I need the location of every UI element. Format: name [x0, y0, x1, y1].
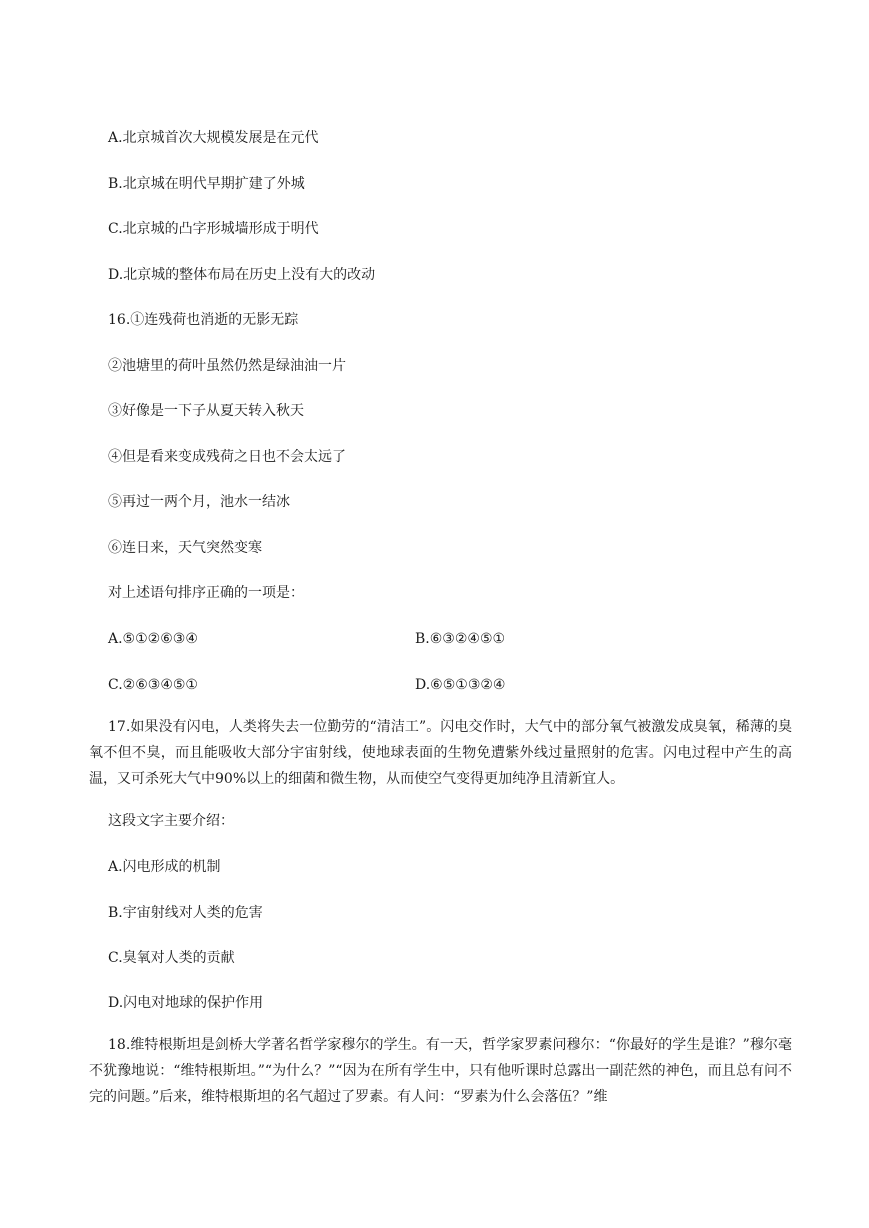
q16-sentence-5: ⑤再过一两个月，池水一结冰 [108, 494, 290, 510]
q17-option-d: D.闪电对地球的保护作用 [108, 995, 264, 1011]
q15-option-c: C.北京城的凸字形城墙形成于明代 [108, 221, 319, 237]
q16-option-d: D.⑥⑤①③②④ [415, 677, 506, 693]
q16-option-c: C.②⑥③④⑤① [108, 677, 198, 693]
q17-option-c: C.臭氧对人类的贡献 [108, 950, 235, 966]
q16-prompt: 对上述语句排序正确的一项是： [108, 585, 304, 601]
q17-option-a: A.闪电形成的机制 [108, 859, 221, 875]
q16-sentence-2: ②池塘里的荷叶虽然仍然是绿油油一片 [108, 358, 346, 374]
q15-option-b: B.北京城在明代早期扩建了外城 [108, 176, 305, 192]
q18-passage: 18.维特根斯坦是剑桥大学著名哲学家穆尔的学生。有一天，哲学家罗素问穆尔：“你最好的学生是谁？”穆尔毫不犹豫地说：“维特根斯坦。”“为什么？”“因为在所有学生中，只有他听课时总露出一副茫然的神色，而且总有问不完的问题。”后来，维特根斯坦的名气超过了罗素。有人问：“罗素为什么会落伍？”维 [89, 1037, 792, 1105]
q15-option-a: A.北京城首次大规模发展是在元代 [108, 130, 319, 146]
q17-prompt: 这段文字主要介绍： [108, 813, 234, 829]
q16-sentence-4: ④但是看来变成残荷之日也不会太远了 [108, 449, 346, 465]
q16-option-a: A.⑤①②⑥③④ [108, 631, 198, 647]
q17-passage: 17.如果没有闪电，人类将失去一位勤劳的“清洁工”。闪电交作时，大气中的部分氧气被激发成臭氧，稀薄的臭氧不但不臭，而且能吸收大部分宇宙射线，使地球表面的生物免遭紫外线过量照射的危害。闪电过程中产生的高温，又可杀死大气中90%以上的细菌和微生物，从而使空气变得更加纯净且清新宜人。 [89, 719, 792, 787]
q16-option-b: B.⑥③②④⑤① [415, 631, 506, 647]
q15-option-d: D.北京城的整体布局在历史上没有大的改动 [108, 267, 376, 283]
q16-sentence-3: ③好像是一下子从夏天转入秋天 [108, 403, 304, 419]
q16-sentence-1: 16.①连残荷也消逝的无影无踪 [108, 312, 299, 328]
q17-option-b: B.宇宙射线对人类的危害 [108, 905, 263, 921]
q16-sentence-6: ⑥连日来，天气突然变寒 [108, 540, 262, 556]
